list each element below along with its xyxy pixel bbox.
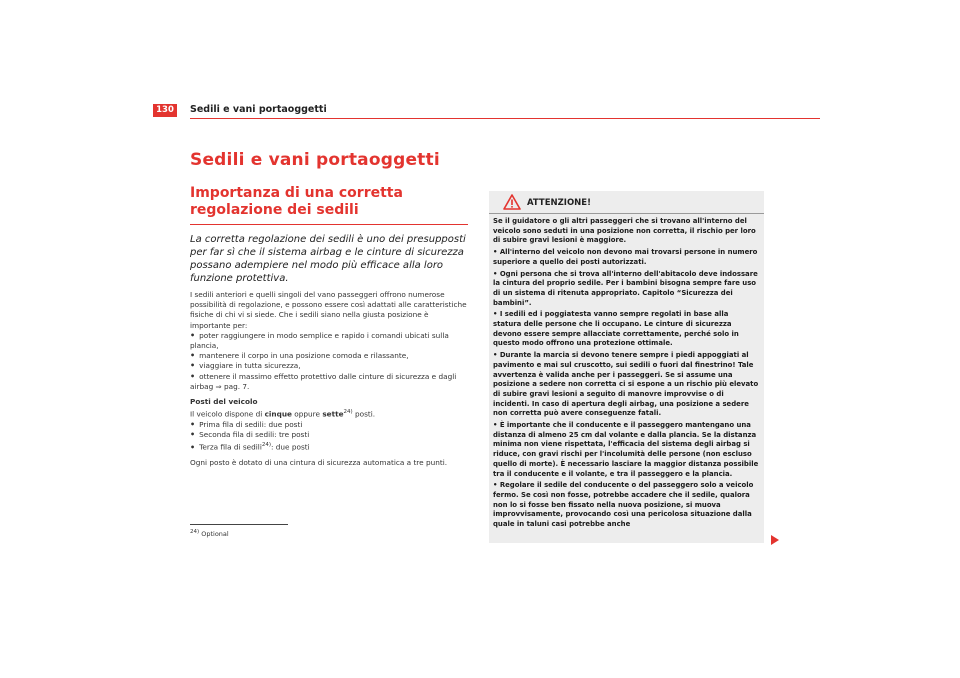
bullet-icon: •: [190, 419, 196, 429]
intro-paragraph: I sedili anteriori e quelli singoli del vano passeggeri offrono numerose possibilità di regolazione, e possono essere così adattati alle caratteristiche fisiche di chi vi si siede. Che i sedili siano nella giusta posizione è importante per:: [190, 290, 467, 330]
seat-rows-list: [190, 420, 468, 453]
bullet-icon: •: [493, 269, 500, 278]
chapter-title: Sedili e vani portaoggetti: [190, 150, 440, 170]
warning-box: [489, 191, 764, 543]
warning-body: [489, 214, 764, 530]
footnote: $^{24)}$ Optional: [190, 529, 229, 539]
running-title: Sedili e vani portaoggetti: [190, 104, 327, 115]
footnote-ref: 24): [261, 442, 272, 449]
list-item: • Terza fila di sedili$^{24)}$: due posti: [190, 442, 310, 452]
warning-header: [489, 191, 764, 214]
benefit-list: [190, 331, 468, 392]
warning-triangle-icon: [503, 194, 521, 210]
list-item: • Prima fila di sedili: due posti: [190, 419, 303, 429]
left-column: [190, 185, 468, 468]
bullet-icon: •: [190, 330, 196, 340]
bullet-icon: •: [190, 351, 196, 361]
seats-heading: Posti del veicolo: [190, 397, 258, 407]
list-item: • poter raggiungere in modo semplice e rapido i comandi ubicati sulla plancia,: [190, 330, 449, 351]
seats-sentence: Il veicolo dispone di cinque oppure sette$^{24)}$ posti.: [190, 409, 376, 419]
bullet-icon: •: [190, 442, 196, 452]
bullet-icon: •: [190, 371, 196, 381]
footnote-rule: [190, 524, 288, 525]
list-item: • All'interno del veicolo non devono mai trovarsi persone in numero superiore a quello dei posti autorizzati.: [493, 248, 758, 266]
section-title: Importanza di una corretta regolazione dei sedili: [190, 185, 468, 225]
lead-paragraph: La corretta regolazione dei sedili è uno dei presupposti per far sì che il sistema airbag e le cinture di sicurezza possano adempiere nel modo più efficace alla loro funzione protettiva.: [190, 234, 466, 284]
bullet-icon: •: [493, 248, 500, 257]
bullet-icon: •: [493, 481, 500, 490]
warning-intro: Se il guidatore o gli altri passeggeri che si trovano all'interno del veicolo sono seduti in una posizione non corretta, il rischio per loro di subire gravi lesioni è maggiore.: [493, 217, 756, 245]
bullet-icon: •: [493, 421, 500, 430]
list-item: • ottenere il massimo effetto protettivo dalle cinture di sicurezza e dagli airbag ⇒ pag. 7.: [190, 371, 457, 391]
warning-title: ATTENZIONE!: [527, 198, 591, 208]
bullet-icon: •: [190, 361, 196, 371]
list-item: • mantenere il corpo in una posizione comoda e rilassante,: [190, 351, 409, 361]
warning-list: [493, 248, 759, 530]
list-item: • Seconda fila di sedili: tre posti: [190, 430, 310, 440]
page-number: 130: [153, 104, 177, 117]
list-item: • Ogni persona che si trova all'interno dell'abitacolo deve indossare la cintura del proprio sedile. Per i bambini bisogna sempre fare uso di un sistema di ritenuta appropriato. Capitolo “Sicurezza dei bambini”.: [493, 269, 758, 307]
list-item: • I sedili ed i poggiatesta vanno sempre regolati in base alla statura delle persone che li occupano. Le cinture di sicurezza devono essere sempre allacciate correttamente, perché solo in questo modo offrono una protezione ottimale.: [493, 310, 739, 348]
list-item: • viaggiare in tutta sicurezza,: [190, 361, 301, 371]
continue-arrow-icon: [770, 535, 780, 545]
list-item: • Durante la marcia si devono tenere sempre i piedi appoggiati al pavimento e mai sul cruscotto, sui sedili o fuori dal finestrino! Tale avvertenza è valida anche per i passeggeri. Se si assume una posizione a sedere non corretta ci si espone a un rischio più elevato di subire gravi lesioni a seguito di manovre improvvise o di incidenti. In caso di apertura degli airbag, una posizione a sedere non corretta può avere conseguenze fatali.: [493, 351, 759, 418]
bullet-icon: •: [190, 430, 196, 440]
list-item: • Regolare il sedile del conducente o del passeggero solo a veicolo fermo. Se così non fosse, potrebbe accadere che il sedile, qualora non lo si fosse ben fissato nella nuova posizione, si muova improvvisamente, provocando così una pericolosa situazione dalla quale in taluni casi potrebbe anche: [493, 481, 754, 529]
header-rule: [190, 118, 820, 119]
closing-paragraph: Ogni posto è dotato di una cintura di sicurezza automatica a tre punti.: [190, 457, 448, 467]
bullet-icon: •: [493, 310, 500, 319]
footnote-ref: 24): [343, 409, 353, 416]
bullet-icon: •: [493, 351, 500, 360]
list-item: • È importante che il conducente e il passeggero mantengano una distanza di almeno 25 cm dal volante e dalla plancia. Se la distanza minima non viene rispettata, l'efficacia del sistema degli airbag si riduce, con gravi rischi per l'incolumità delle persone (non escluso quello di morte). È necessario lasciare la maggior distanza possibile tra il conducente e il volante, e tra il passeggero e la plancia.: [493, 421, 759, 478]
